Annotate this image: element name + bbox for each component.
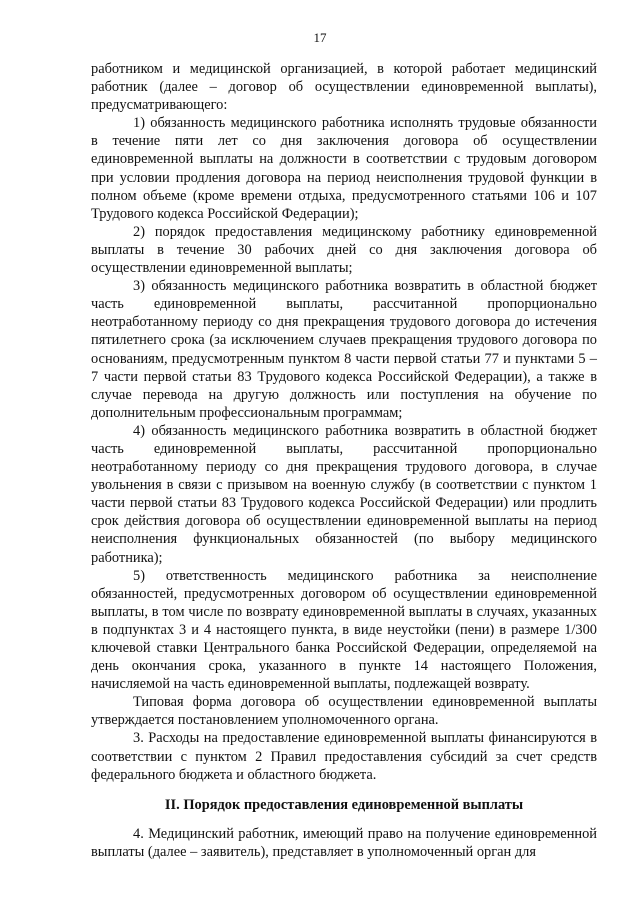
paragraph-clause-4: 4. Медицинский работник, имеющий право на получение единовременной выплаты (далее – заявитель), представляет в уполномоченный орган для	[91, 825, 597, 860]
paragraph-item-1: 1) обязанность медицинского работника исполнять трудовые обязанности в течение пяти лет со дня заключения договора об осуществлении единовременной выплаты на должности в соответствии с трудовым договором при условии продления договора на период неисполнения трудовой функции в полном объеме (кроме времени отдыха, предусмотренного статьями 106 и 107 Трудового кодекса Российской Федерации);	[91, 115, 597, 222]
paragraph-clause-3: 3. Расходы на предоставление единовременной выплаты финансируются в соответствии с пунктом 2 Правил предоставления субсидий за счет средств федерального бюджета и областного бюджета.	[91, 730, 597, 783]
section-heading: II. Порядок предоставления единовременной выплаты	[164, 796, 524, 813]
page-number: 17	[313, 30, 327, 45]
paragraph-item-5: 5) ответственность медицинского работника за неисполнение обязанностей, предусмотренных договором об осуществлении единовременной выплаты, в том числе по возврату единовременной выплаты в случаях, указанных в подпунктах 3 и 4 настоящего пункта, в виде неустойки (пени) в размере 1/300 ключевой ставки Центрального банка Российской Федерации, определяемой на день окончания срока, указанного в пункте 14 настоящего Положения, начисляемой на часть единовременной выплаты, подлежащей возврату.	[91, 567, 597, 693]
paragraph-item-3: 3) обязанность медицинского работника возвратить в областной бюджет часть единовременной выплаты, рассчитанной пропорционально неотработанному периоду со дня прекращения трудового договора до истечения пятилетнего срока (за исключением случаев прекращения трудового договора по основаниям, предусмотренным пунктом 8 части первой статьи 77 и пунктами 5 – 7 части первой статьи 83 Трудового кодекса Российской Федерации), а также в случае перевода на другую должность или поступления на обучение по дополнительным профессиональным программам;	[91, 278, 597, 421]
paragraph-continuation: работником и медицинской организацией, в которой работает медицинский работник (далее – договор об осуществлении единовременной выплаты), предусматривающего:	[91, 61, 597, 114]
paragraph-item-2: 2) порядок предоставления медицинскому работнику единовременной выплаты в течение 30 рабочих дней со дня заключения договора об осуществлении единовременной выплаты;	[91, 223, 597, 277]
paragraph-item-4: 4) обязанность медицинского работника возвратить в областной бюджет часть единовременной выплаты, рассчитанной пропорционально неотработанному периоду со дня прекращения трудового договора, в случае увольнения в связи с призывом на военную службу (в соответствии с пунктом 1 части первой статьи 83 Трудового кодекса Российской Федерации) или продлить срок действия договора об осуществлении единовременной выплаты на период неисполнения функциональных обязанностей (по выбору медицинского работника);	[91, 422, 597, 566]
paragraph-template-form: Типовая форма договора об осуществлении единовременной выплаты утверждается постановлением уполномоченного органа.	[91, 694, 597, 729]
document-body	[91, 60, 597, 861]
